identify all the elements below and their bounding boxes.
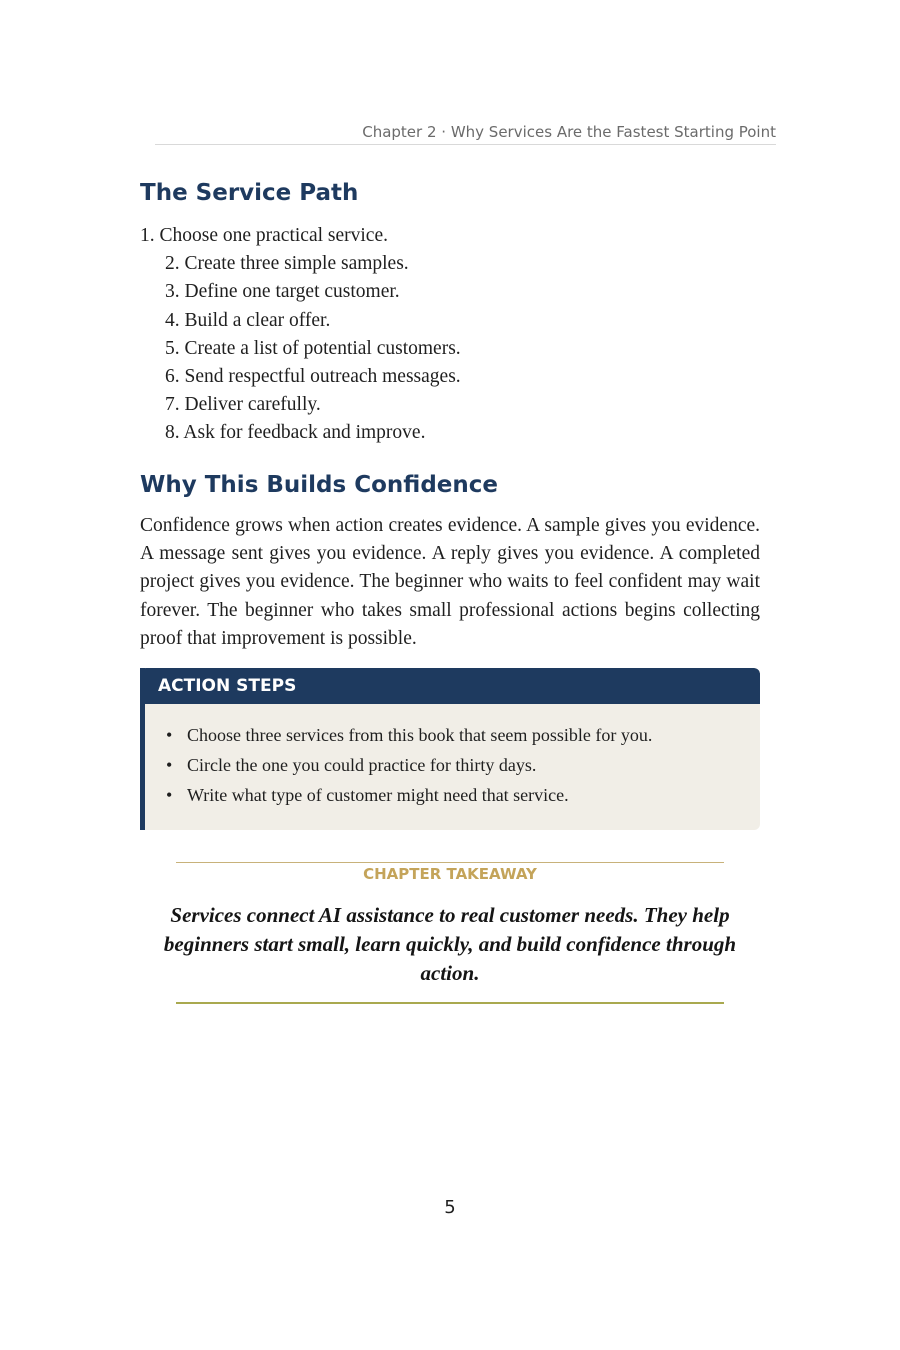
action-step-item [145,750,760,780]
service-path-heading: The Service Path [140,180,359,206]
action-step-item [145,720,760,750]
action-step-item [145,780,760,810]
action-steps-list [145,704,760,810]
action-step-text: Circle the one you could practice for thirty days. [187,755,537,775]
takeaway-text: Services connect AI assistance to real customer needs. They help beginners start small, learn quickly, and build confidence through action. [163,903,737,985]
step-item: 5. Create a list of potential customers. [165,337,461,359]
takeaway-top-divider [176,862,724,863]
bullet-icon: • [166,755,173,775]
running-header: Chapter 2 · Why Services Are the Fastest Starting Point [155,123,776,145]
confidence-heading: Why This Builds Confidence [140,472,498,498]
action-steps-box [140,668,760,830]
takeaway-bottom-divider [176,1002,724,1004]
step-item: 4. Build a clear offer. [165,309,331,331]
step-item: 1. Choose one practical service. [140,225,388,246]
service-path-steps [140,222,461,448]
bullet-icon: • [166,725,173,745]
step-item: 2. Create three simple samples. [165,253,409,275]
action-steps-title: ACTION STEPS [140,668,760,704]
step-item: 3. Define one target customer. [165,281,400,303]
page-number: 5 [444,1197,456,1218]
action-step-text: Write what type of customer might need that service. [187,785,569,805]
step-item: 8. Ask for feedback and improve. [165,422,426,444]
bullet-icon: • [166,785,173,805]
action-step-text: Choose three services from this book that seem possible for you. [187,725,653,745]
step-item: 6. Send respectful outreach messages. [165,366,461,388]
confidence-paragraph: Confidence grows when action creates evidence. A sample gives you evidence. A message sent gives you evidence. A reply gives you evidence. A completed project gives you evidence. The beginner who waits to feel confident may wait forever. The beginner who takes small professional actions begins collecting proof that improvement is possible. [140,515,760,649]
step-item: 7. Deliver carefully. [165,394,321,416]
takeaway-label: CHAPTER TAKEAWAY [363,865,537,883]
